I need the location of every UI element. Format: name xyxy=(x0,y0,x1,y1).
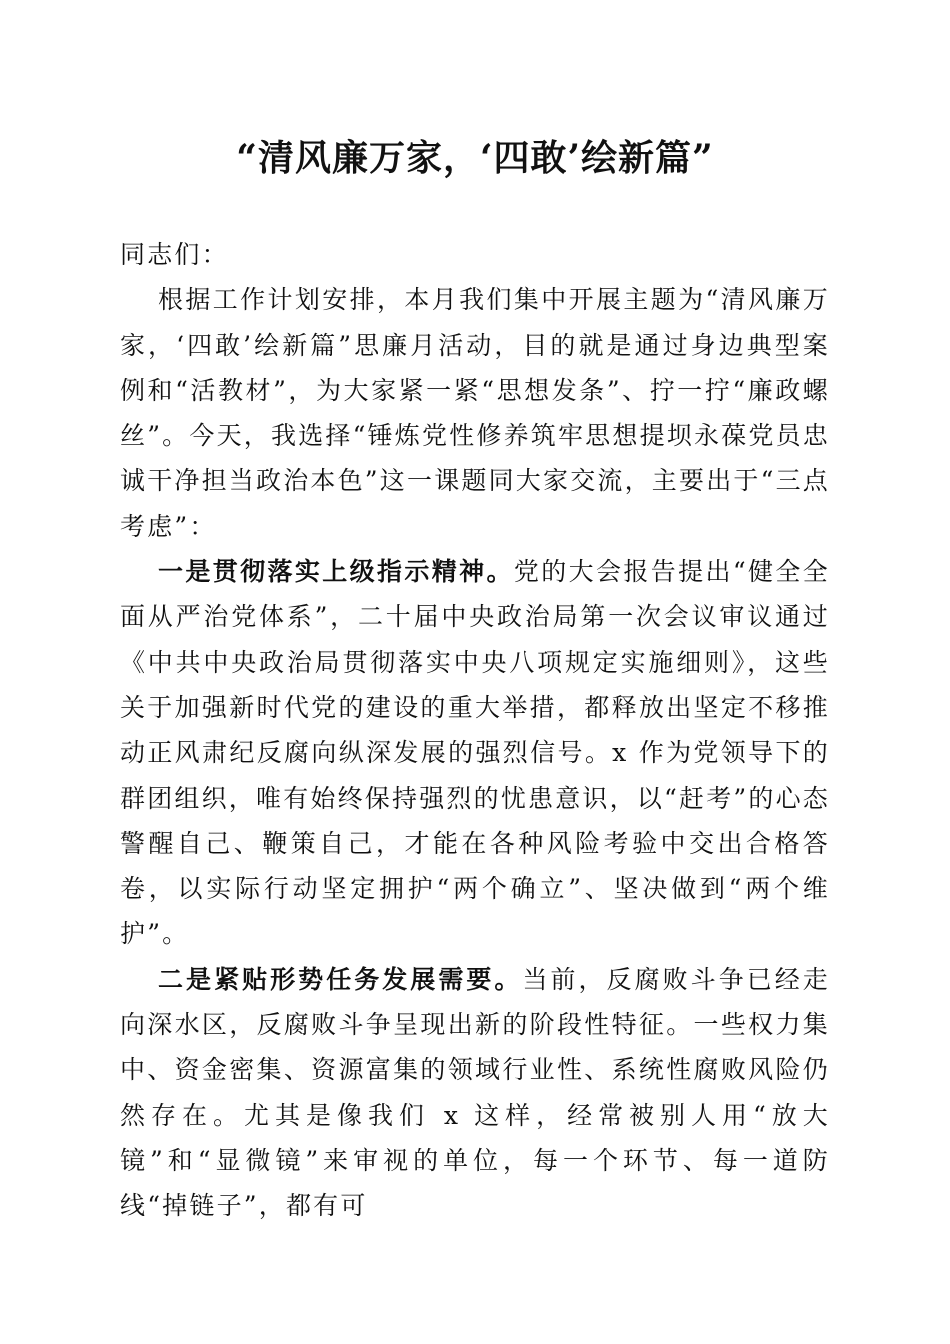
paragraph-point-two xyxy=(120,957,830,1229)
paragraph-intro xyxy=(120,277,830,549)
paragraph-text: 当前，反腐败斗争已经走向深水区，反腐败斗争呈现出新的阶段性特征。一些权力集中、资金密集、资源富集的领域行业性、系统性腐败风险仍然存在。尤其是像我们 x 这样，经常被别人用“放大镜”和“显微镜”来审视的单位，每一个环节、每一道防线“掉链子”，都有可 xyxy=(120,964,830,1221)
salutation: 同志们： xyxy=(120,240,229,269)
paragraph-lead: 二是紧贴形势任务发展需要。 xyxy=(158,964,523,994)
paragraph-text: 根据工作计划安排，本月我们集中开展主题为“清风廉万家，‘四敢’绘新篇”思廉月活动，目的就是通过身边典型案例和“活教材”，为大家紧一紧“思想发条”、拧一拧“廉政螺丝”。今天，我选择“锤炼党性修养筑牢思想提坝永葆党员忠诚干净担当政治本色”这一课题同大家交流，主要出于“三点考虑”： xyxy=(120,285,830,541)
paragraph-lead: 一是贯彻落实上级指示精神。 xyxy=(158,557,514,587)
document-title: “清风廉万家，‘四敢’绘新篇” xyxy=(236,137,714,179)
paragraph-text: 党的大会报告提出“健全全面从严治党体系”，二十届中央政治局第一次会议审议通过《中共中央政治局贯彻落实中央八项规定实施细则》，这些关于加强新时代党的建设的重大举措，都释放出坚定不移推动正风肃纪反腐向纵深发展的强烈信号。x 作为党领导下的群团组织，唯有始终保持强烈的忧患意识，以“赶考”的心态警醒自己、鞭策自己，才能在各种风险考验中交出合格答卷，以实际行动坚定拥护“两个确立”、坚决做到“两个维护”。 xyxy=(120,557,830,949)
document-body xyxy=(120,232,830,1229)
paragraph-point-one xyxy=(120,549,830,957)
